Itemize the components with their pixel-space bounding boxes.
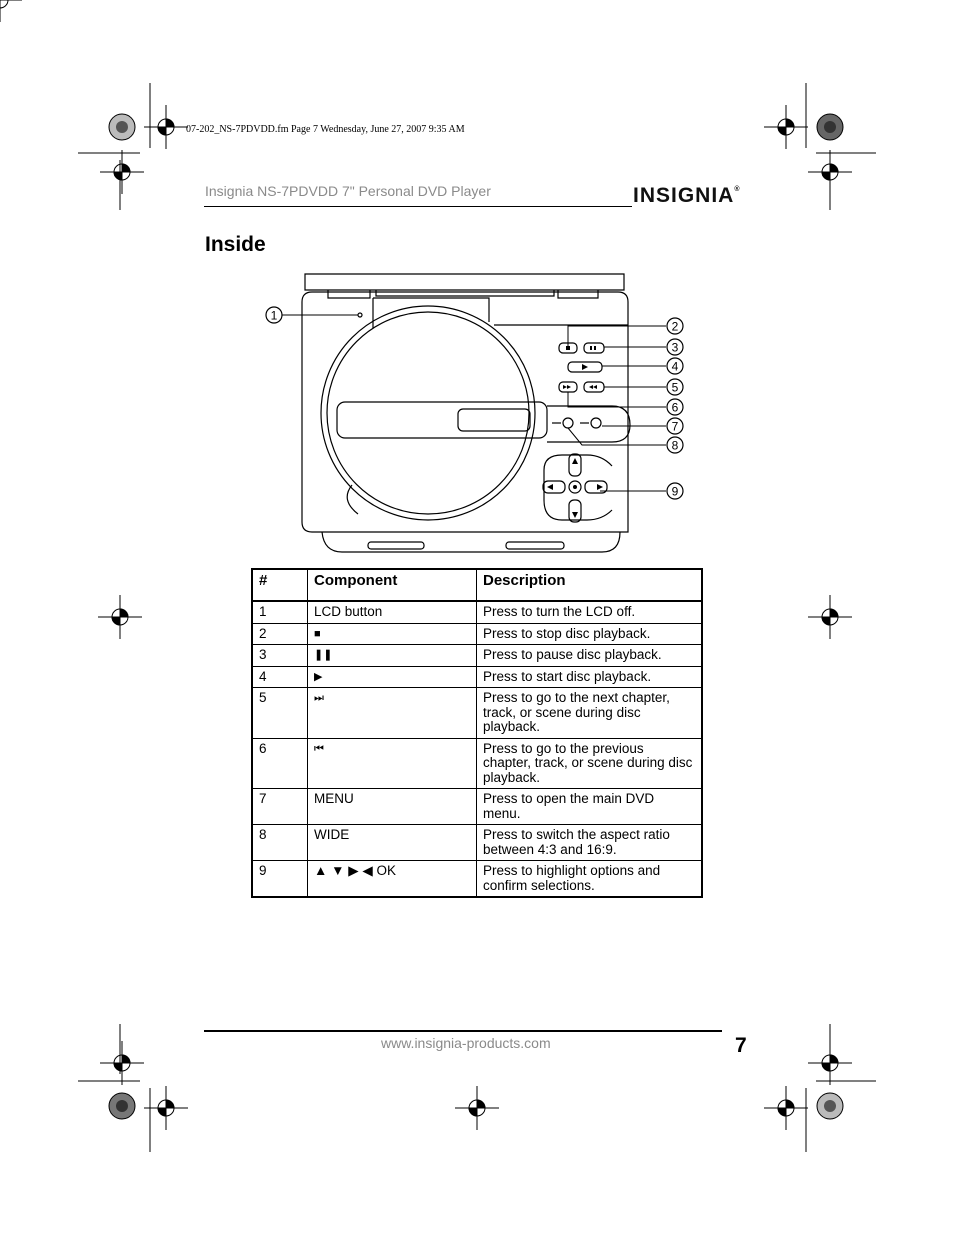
row-number: 4: [252, 666, 308, 688]
previous-track-icon: ⏮: [308, 738, 477, 789]
footer-rule: [204, 1030, 722, 1032]
row-number: 7: [252, 789, 308, 825]
stop-icon: ■: [308, 623, 477, 645]
row-number: 2: [252, 623, 308, 645]
row-component: LCD button: [308, 601, 477, 623]
table-row: [252, 645, 702, 667]
row-number: 3: [252, 645, 308, 667]
row-number: 9: [252, 861, 308, 898]
callout-2: 2: [671, 319, 679, 334]
table-row: [252, 738, 702, 789]
pause-icon: ❚❚: [308, 645, 477, 667]
header-rule: [204, 206, 632, 207]
callout-7: 7: [671, 419, 679, 434]
insignia-logo: INSIGNIA®: [633, 184, 741, 207]
row-component: WIDE: [308, 825, 477, 861]
row-description: Press to switch the aspect ratio between 4:3 and 16:9.: [477, 825, 703, 861]
callout-1: 1: [270, 308, 278, 323]
row-description: Press to go to the next chapter, track, or scene during disc playback.: [477, 688, 703, 739]
table-row: [252, 601, 702, 623]
print-slug: 07-202_NS-7PDVDD.fm Page 7 Wednesday, June 27, 2007 9:35 AM: [186, 124, 465, 135]
row-number: 1: [252, 601, 308, 623]
table-row: [252, 688, 702, 739]
components-table: [251, 568, 703, 898]
row-number: 8: [252, 825, 308, 861]
table-row: [252, 789, 702, 825]
header-component: Component: [308, 569, 477, 601]
logo-text: INSIGNIA: [633, 184, 735, 207]
table-row: [252, 861, 702, 898]
callout-3: 3: [671, 340, 679, 355]
running-header: Insignia NS-7PDVDD 7" Personal DVD Player: [205, 183, 491, 199]
table-row: [252, 623, 702, 645]
callout-6: 6: [671, 400, 679, 415]
header-number: #: [252, 569, 308, 601]
table-header-row: [252, 569, 702, 601]
callout-8: 8: [671, 438, 679, 453]
row-description: Press to start disc playback.: [477, 666, 703, 688]
table-row: [252, 825, 702, 861]
row-description: Press to stop disc playback.: [477, 623, 703, 645]
callout-9: 9: [671, 484, 679, 499]
footer-url: www.insignia-products.com: [381, 1035, 551, 1051]
row-component: MENU: [308, 789, 477, 825]
row-description: Press to highlight options and confirm selections.: [477, 861, 703, 898]
table-row: [252, 666, 702, 688]
row-description: Press to pause disc playback.: [477, 645, 703, 667]
row-number: 5: [252, 688, 308, 739]
arrow-keys-ok-icon: ▲ ▼ ▶ ◀ OK: [308, 861, 477, 898]
page-number: 7: [735, 1034, 747, 1057]
callout-5: 5: [671, 380, 679, 395]
header-description: Description: [477, 569, 703, 601]
section-title: Inside: [205, 233, 266, 256]
callout-4: 4: [671, 359, 679, 374]
play-icon: ▶: [308, 666, 477, 688]
row-description: Press to open the main DVD menu.: [477, 789, 703, 825]
next-track-icon: ⏭: [308, 688, 477, 739]
dvd-player-inside-diagram: [262, 270, 692, 555]
row-number: 6: [252, 738, 308, 789]
row-description: Press to turn the LCD off.: [477, 601, 703, 623]
row-description: Press to go to the previous chapter, track, or scene during disc playback.: [477, 738, 703, 789]
